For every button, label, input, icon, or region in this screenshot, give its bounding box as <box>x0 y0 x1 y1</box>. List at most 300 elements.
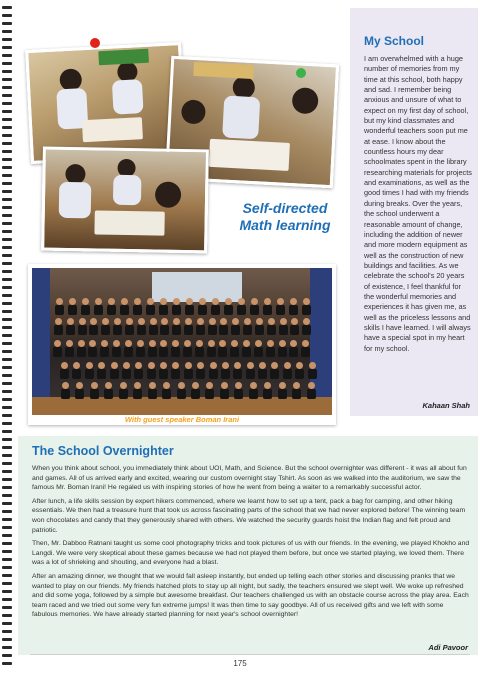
spiral-ring <box>2 646 12 649</box>
spiral-ring <box>2 406 12 409</box>
spiral-ring <box>2 310 12 313</box>
group-photo-frame <box>28 264 336 425</box>
student-shirt <box>148 389 157 399</box>
green-pushpin-icon <box>296 68 306 78</box>
spiral-ring <box>2 174 12 177</box>
spiral-ring <box>2 446 12 449</box>
student-figure <box>197 318 204 325</box>
student-figure <box>235 382 242 389</box>
student-figure <box>232 318 239 325</box>
student-figure <box>67 318 74 325</box>
student-shirt <box>184 325 193 335</box>
my-school-body: I am overwhelmed with a huge number of memories from my time at this school, both happy and sad. I remember being anxious and unsure of what to expect on my first day of school, but my kind classmates and wonderful teachers soon put me at ease. I know about the countless hours my dear schoolmates spent in the library researching materials for projects and examinations, as well as the good times I had with my friends during breaks. Over the years, the school underwent a reasonable amount of change, including the addition of newer and more modern equipment as well as the construction of new buildings and facilities. As we celebrate the school's 20 years of existence, I feel thankful for the wonderful memories and experiences it has given me, as well as the priceless lessons and skills I have learned. I will always have a special spot in my heart for my school. <box>364 54 472 353</box>
student-figure <box>184 340 191 347</box>
student-shirt <box>221 369 230 379</box>
spiral-ring <box>2 246 12 249</box>
student-shirt <box>278 389 287 399</box>
student-figure <box>222 362 229 369</box>
student-shirt <box>289 347 298 357</box>
overnighter-paragraph-2: After lunch, a life skills session by expert hikers commenced, where we learnt how to set up a tent, pack a bag for camping, and other hiking essentials. We then had a treasure hunt that took us across fascinating parts of the school that we had never explored before! The winning team won chocolates and candy that they generously shared with others. We watched the security guards hoist the Indian flag and felt proud and patriotic. <box>32 497 466 534</box>
spiral-ring <box>2 6 12 9</box>
student-shirt <box>234 389 243 399</box>
student-shirt <box>196 325 205 335</box>
spiral-ring <box>2 214 12 217</box>
student-shirt <box>292 389 301 399</box>
spiral-ring <box>2 398 12 401</box>
student-figure <box>259 362 266 369</box>
student-figure <box>160 362 167 369</box>
group-photo-caption: With guest speaker Boman Irani <box>124 415 240 424</box>
spiral-ring <box>2 286 12 289</box>
student-shirt <box>289 305 298 315</box>
student-figure <box>56 298 63 305</box>
student-figure <box>173 298 180 305</box>
student-figure <box>137 340 144 347</box>
spiral-ring <box>2 270 12 273</box>
spiral-ring <box>2 622 12 625</box>
spiral-ring <box>2 46 12 49</box>
spiral-ring <box>2 574 12 577</box>
spiral-ring <box>2 126 12 129</box>
spiral-ring <box>2 526 12 529</box>
spiral-ring <box>2 278 12 281</box>
student-figure <box>126 318 133 325</box>
student-shirt <box>266 347 275 357</box>
student-shirt <box>66 325 75 335</box>
student-figure <box>219 340 226 347</box>
student-shirt <box>254 347 263 357</box>
student-figure <box>76 382 83 389</box>
student-shirt <box>112 347 121 357</box>
spiral-ring <box>2 614 12 617</box>
student-shirt <box>104 389 113 399</box>
student-figure <box>243 340 250 347</box>
spiral-ring <box>2 606 12 609</box>
page-number: 175 <box>233 659 247 668</box>
student-figure <box>302 340 309 347</box>
overnighter-paragraph-1: When you think about school, you immediately think about UOI, Math, and Science. But the school overnighter was different - it was all about fun and games. All of us arrived early and excited, wearing our custom overnight stay Tshirt. As soon as we walked into the auditorium, we saw the famous Mr. Boman Irani! He regaled us with inspiring stories of how he went from being a waiter to a remarkably successful actor. <box>32 465 467 492</box>
student-shirt <box>159 305 168 315</box>
spiral-ring <box>2 414 12 417</box>
student-figure <box>61 362 68 369</box>
student-shirt <box>242 347 251 357</box>
student-figure <box>62 382 69 389</box>
spiral-ring <box>2 22 12 25</box>
student-figure <box>149 382 156 389</box>
student-figure <box>86 362 93 369</box>
student-figure <box>197 362 204 369</box>
student-shirt <box>219 325 228 335</box>
student-figure <box>178 382 185 389</box>
spiral-ring <box>2 566 12 569</box>
student-shirt <box>195 347 204 357</box>
student-figure <box>79 318 86 325</box>
student-figure <box>264 382 271 389</box>
spiral-ring <box>2 230 12 233</box>
student-figure <box>163 382 170 389</box>
student-shirt <box>302 325 311 335</box>
student-figure <box>238 298 245 305</box>
spiral-ring <box>2 462 12 465</box>
student-shirt <box>263 389 272 399</box>
spiral-ring <box>2 158 12 161</box>
spiral-ring <box>2 630 12 633</box>
student-shirt <box>110 369 119 379</box>
student-shirt <box>78 325 87 335</box>
student-shirt <box>290 325 299 335</box>
student-figure <box>123 362 130 369</box>
student-figure <box>105 382 112 389</box>
student-figure <box>135 362 142 369</box>
student-shirt <box>119 389 128 399</box>
student-figure <box>185 318 192 325</box>
student-figure <box>98 362 105 369</box>
student-figure <box>255 340 262 347</box>
student-figure <box>210 362 217 369</box>
student-figure <box>121 298 128 305</box>
spiral-ring <box>2 134 12 137</box>
spiral-ring <box>2 542 12 545</box>
student-figure <box>290 298 297 305</box>
stage-floor <box>32 397 332 415</box>
spiral-ring <box>2 318 12 321</box>
student-shirt <box>120 305 129 315</box>
spiral-ring <box>2 638 12 641</box>
student-shirt <box>133 389 142 399</box>
student-shirt <box>147 369 156 379</box>
spiral-ring <box>2 38 12 41</box>
overnighter-title: The School Overnighter <box>32 444 174 458</box>
student-shirt <box>148 347 157 357</box>
spiral-ring <box>2 342 12 345</box>
student-shirt <box>55 305 64 315</box>
spiral-ring <box>2 334 12 337</box>
student-figure <box>234 362 241 369</box>
spiral-ring <box>2 366 12 369</box>
student-figure <box>247 362 254 369</box>
student-figure <box>220 318 227 325</box>
spiral-ring <box>2 94 12 97</box>
student-figure <box>271 362 278 369</box>
student-figure <box>293 382 300 389</box>
student-figure <box>125 340 132 347</box>
student-figure <box>231 340 238 347</box>
student-figure <box>120 382 127 389</box>
student-shirt <box>220 389 229 399</box>
student-shirt <box>100 347 109 357</box>
student-shirt <box>89 325 98 335</box>
spiral-ring <box>2 486 12 489</box>
student-shirt <box>295 369 304 379</box>
student-figure <box>192 382 199 389</box>
student-shirt <box>68 305 77 315</box>
student-shirt <box>134 369 143 379</box>
student-figure <box>309 362 316 369</box>
math-photo-collage <box>18 8 345 256</box>
my-school-article <box>350 8 478 416</box>
student-figure <box>277 298 284 305</box>
student-figure <box>208 340 215 347</box>
student-shirt <box>184 369 193 379</box>
student-figure <box>78 340 85 347</box>
student-shirt <box>53 347 62 357</box>
student-figure <box>172 362 179 369</box>
spiral-ring <box>2 382 12 385</box>
student-figure <box>303 298 310 305</box>
student-figure <box>225 298 232 305</box>
spiral-ring <box>2 86 12 89</box>
student-shirt <box>185 305 194 315</box>
spiral-ring <box>2 222 12 225</box>
student-shirt <box>90 389 99 399</box>
spiral-ring <box>2 70 12 73</box>
overnighter-paragraph-3: Then, Mr. Dabboo Ratnani taught us some cool photography tricks and took pictures of us with our friends. In the evening, we played Khokho and Langdi. We were very skeptical about these games because we had not played them before, but once we started playing, we loved them. There was a lot of shrieking and shouting, and everyone had a blast. <box>32 540 470 567</box>
student-shirt <box>61 389 70 399</box>
student-shirt <box>54 325 63 335</box>
student-shirt <box>81 305 90 315</box>
spiral-ring <box>2 598 12 601</box>
student-figure <box>206 382 213 389</box>
student-shirt <box>159 347 168 357</box>
student-figure <box>149 340 156 347</box>
student-shirt <box>243 325 252 335</box>
student-figure <box>54 340 61 347</box>
spiral-ring <box>2 558 12 561</box>
overnighter-author: Adi Pavoor <box>428 643 468 652</box>
student-shirt <box>149 325 158 335</box>
student-shirt <box>172 305 181 315</box>
spiral-ring <box>2 518 12 521</box>
spiral-ring <box>2 550 12 553</box>
overnighter-paragraph-4: After an amazing dinner, we thought that we would fall asleep instantly, but ended up telling each other stories and discussing pranks that we wanted to play on our friends. My friends hatched plots to stay up all night, but sadly, the teachers ensured we slept well. We woke up refreshed and did some yoga, followed by a simple but awesome breakfast. Our teachers challenged us with an obstacle course across the play area. Each team raced and we tried out some very fun extreme jumps! It was then time to say goodbye. All of us received gifts and we left with some fabulous memories. We have already started planning for next year's school overnighter! <box>32 572 469 619</box>
student-shirt <box>307 389 316 399</box>
student-shirt <box>207 347 216 357</box>
student-shirt <box>231 325 240 335</box>
student-figure <box>244 318 251 325</box>
student-figure <box>91 382 98 389</box>
group-photo <box>32 268 332 415</box>
overnighter-body <box>32 464 470 624</box>
spiral-ring <box>2 206 12 209</box>
student-figure <box>108 298 115 305</box>
student-shirt <box>160 325 169 335</box>
student-shirt <box>198 305 207 315</box>
student-shirt <box>258 369 267 379</box>
student-shirt <box>233 369 242 379</box>
student-figure <box>186 298 193 305</box>
spiral-ring <box>2 422 12 425</box>
student-figure <box>55 318 62 325</box>
student-shirt <box>209 369 218 379</box>
spiral-ring <box>2 14 12 17</box>
student-shirt <box>171 347 180 357</box>
student-figure <box>196 340 203 347</box>
student-shirt <box>196 369 205 379</box>
student-shirt <box>133 305 142 315</box>
student-shirt <box>113 325 122 335</box>
spiral-ring <box>2 142 12 145</box>
student-shirt <box>211 305 220 315</box>
student-shirt <box>60 369 69 379</box>
student-shirt <box>250 305 259 315</box>
student-shirt <box>159 369 168 379</box>
student-figure <box>279 340 286 347</box>
student-figure <box>148 362 155 369</box>
student-shirt <box>230 347 239 357</box>
student-shirt <box>72 369 81 379</box>
student-figure <box>150 318 157 325</box>
student-figure <box>296 362 303 369</box>
student-figure <box>147 298 154 305</box>
spiral-ring <box>2 198 12 201</box>
footer-rule <box>30 654 470 655</box>
student-figure <box>212 298 219 305</box>
student-figure <box>280 318 287 325</box>
student-shirt <box>246 369 255 379</box>
student-shirt <box>302 305 311 315</box>
my-school-title: My School <box>364 34 425 48</box>
student-figure <box>113 340 120 347</box>
student-shirt <box>77 347 86 357</box>
student-figure <box>160 340 167 347</box>
student-shirt <box>205 389 214 399</box>
student-figure <box>185 362 192 369</box>
spiral-ring <box>2 302 12 305</box>
student-figure <box>251 298 258 305</box>
spiral-ring <box>2 358 12 361</box>
student-figure <box>138 318 145 325</box>
my-school-author: Kahaan Shah <box>422 401 470 410</box>
student-shirt <box>255 325 264 335</box>
student-figure <box>101 340 108 347</box>
student-shirt <box>75 389 84 399</box>
student-shirt <box>208 325 217 335</box>
spiral-ring <box>2 110 12 113</box>
student-shirt <box>191 389 200 399</box>
student-shirt <box>270 369 279 379</box>
student-figure <box>95 298 102 305</box>
student-figure <box>134 298 141 305</box>
student-shirt <box>183 347 192 357</box>
student-figure <box>161 318 168 325</box>
student-shirt <box>278 347 287 357</box>
student-figure <box>264 298 271 305</box>
student-figure <box>284 362 291 369</box>
student-shirt <box>97 369 106 379</box>
student-shirt <box>101 325 110 335</box>
student-figure <box>82 298 89 305</box>
spiral-ring <box>2 166 12 169</box>
spiral-binding <box>0 6 14 671</box>
student-shirt <box>125 325 134 335</box>
student-shirt <box>122 369 131 379</box>
student-figure <box>279 382 286 389</box>
student-shirt <box>107 305 116 315</box>
student-shirt <box>172 325 181 335</box>
student-figure <box>66 340 73 347</box>
spiral-ring <box>2 470 12 473</box>
spiral-ring <box>2 238 12 241</box>
student-figure <box>267 340 274 347</box>
student-shirt <box>263 305 272 315</box>
student-shirt <box>218 347 227 357</box>
student-figure <box>111 362 118 369</box>
spiral-ring <box>2 78 12 81</box>
student-shirt <box>146 305 155 315</box>
student-shirt <box>94 305 103 315</box>
student-figure <box>256 318 263 325</box>
spiral-ring <box>2 494 12 497</box>
math-photo-caption: Self-directed Math learning <box>239 200 331 233</box>
student-shirt <box>237 305 246 315</box>
student-shirt <box>171 369 180 379</box>
student-shirt <box>276 305 285 315</box>
student-figure <box>114 318 121 325</box>
spiral-ring <box>2 478 12 481</box>
spiral-ring <box>2 294 12 297</box>
student-shirt <box>267 325 276 335</box>
spiral-ring <box>2 374 12 377</box>
spiral-ring <box>2 654 12 657</box>
student-figure <box>291 318 298 325</box>
student-figure <box>308 382 315 389</box>
spiral-ring <box>2 262 12 265</box>
stage-curtain-left <box>32 268 50 415</box>
student-shirt <box>124 347 133 357</box>
student-figure <box>69 298 76 305</box>
student-figure <box>102 318 109 325</box>
spiral-ring <box>2 54 12 57</box>
spiral-ring <box>2 502 12 505</box>
student-shirt <box>162 389 171 399</box>
spiral-ring <box>2 590 12 593</box>
spiral-ring <box>2 454 12 457</box>
overnighter-article <box>18 436 478 655</box>
student-figure <box>90 318 97 325</box>
spiral-ring <box>2 510 12 513</box>
student-shirt <box>308 369 317 379</box>
student-shirt <box>177 389 186 399</box>
spiral-ring <box>2 150 12 153</box>
spiral-ring <box>2 582 12 585</box>
student-shirt <box>137 325 146 335</box>
spiral-ring <box>2 62 12 65</box>
student-shirt <box>88 347 97 357</box>
student-shirt <box>283 369 292 379</box>
student-shirt <box>301 347 310 357</box>
student-figure <box>290 340 297 347</box>
spiral-ring <box>2 326 12 329</box>
spiral-ring <box>2 430 12 433</box>
student-shirt <box>136 347 145 357</box>
spiral-ring <box>2 438 12 441</box>
student-shirt <box>224 305 233 315</box>
student-figure <box>221 382 228 389</box>
spiral-ring <box>2 118 12 121</box>
student-figure <box>209 318 216 325</box>
classroom-photo-3 <box>41 147 209 254</box>
spiral-ring <box>2 254 12 257</box>
spiral-ring <box>2 30 12 33</box>
student-figure <box>250 382 257 389</box>
student-figure <box>199 298 206 305</box>
spiral-ring <box>2 350 12 353</box>
student-shirt <box>65 347 74 357</box>
student-figure <box>173 318 180 325</box>
student-figure <box>268 318 275 325</box>
spiral-ring <box>2 190 12 193</box>
student-figure <box>160 298 167 305</box>
